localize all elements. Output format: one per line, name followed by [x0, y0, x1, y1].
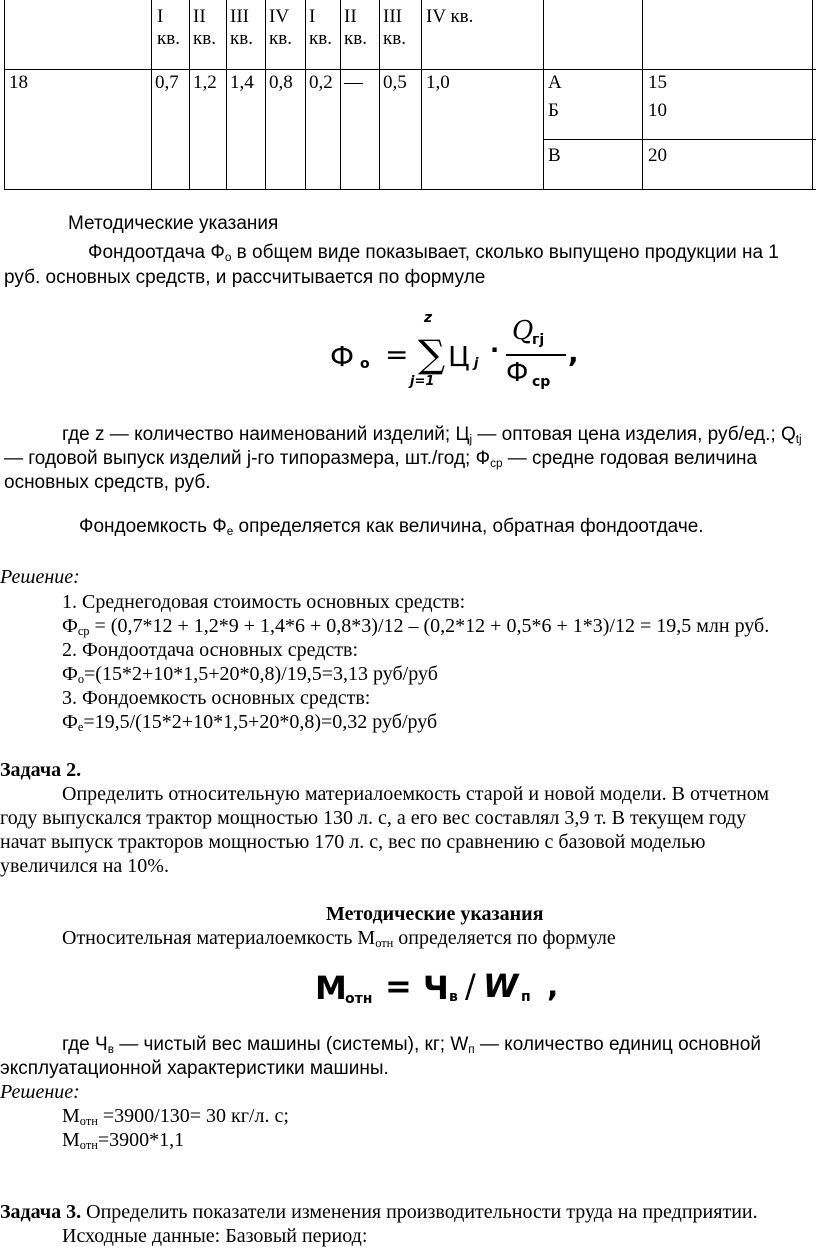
paragraph: увеличился на 10%.: [0, 855, 169, 877]
paragraph: где $Ч_в$ — чистый вес машины (системы), кг; $W_п$ — количество единиц основной: [62, 1034, 761, 1056]
table-cell: 0,5: [383, 72, 407, 93]
solution-label: Решение:: [0, 1081, 80, 1103]
quarter-header: I кв.: [309, 6, 332, 49]
guidelines-title: Методические указания: [326, 903, 544, 925]
quarter-header: II кв.: [193, 6, 216, 49]
quarter-header: IV кв.: [426, 6, 474, 27]
solution-calc: $Ф_{ср} = (0,7*12 + 1,2*9 + 1,4*6 + 0,8*3)/12 - (0,2*12 + 0,5*6 + 1*3)/12 = 19,5$ млн руб.: [62, 615, 770, 639]
paragraph: руб. основных средств, и рассчитывается по формуле: [4, 267, 486, 288]
quarter-header: I кв.: [157, 6, 180, 49]
paragraph: — годовой выпуск изделий j-го типоразмера, шт./год; $Ф_{ср}$ — средне годовая величина: [4, 448, 758, 470]
row-number: 18: [9, 72, 28, 93]
paragraph: начат выпуск тракторов мощностью 170 л. с, вес по сравнению с базовой моделью: [0, 831, 706, 853]
product-name: Б: [548, 100, 559, 121]
product-name: А: [548, 72, 562, 93]
product-value: 20: [648, 145, 667, 166]
product-value: 10: [648, 100, 667, 121]
quarter-header: III кв.: [230, 6, 253, 49]
table-cell: 0,8: [269, 72, 293, 93]
guidelines-title: Методические указания: [68, 213, 279, 234]
formula-capital-productivity: Ф о = ∑ z j=1 Ц j · Q гj Ф ср ,: [330, 310, 579, 390]
product-name: В: [548, 145, 561, 166]
quarter-header: III кв.: [383, 6, 406, 49]
paragraph: году выпускался трактор мощностью 130 л. с, а его вес составлял 3,9 т. В текущем году: [0, 807, 747, 829]
paragraph: основных средств, руб.: [4, 472, 211, 493]
quarter-header: II кв.: [344, 6, 367, 49]
solution-step: 2. Фондоотдача основных средств:: [62, 639, 359, 661]
product-value: 15: [648, 72, 667, 93]
task-title: Задача 2.: [0, 759, 82, 781]
solution-calc: $Ф_о=(15*2+10*1,5+20*0,8)/19,5=3,13$ руб/руб: [62, 663, 438, 687]
data-table: [0, 0, 816, 190]
solution-step: 1. Среднегодовая стоимость основных средств:: [62, 591, 466, 613]
table-cell: 1,2: [193, 72, 217, 93]
task-title: Задача 3.: [0, 1201, 82, 1223]
paragraph: Определить относительную материалоемкость старой и новой модели. В отчетном: [62, 783, 770, 805]
paragraph: где z — количество наименований изделий; $Ц_j$ — оптовая цена изделия, руб/ед.; $Q_{tj}$: [62, 424, 802, 446]
formula-material-intensity: М отн = Ч в / W п ,: [315, 967, 559, 1007]
solution-label: Решение:: [0, 566, 80, 588]
table-cell: 0,7: [155, 72, 179, 93]
table-cell: 1,4: [230, 72, 254, 93]
paragraph: Относительная материалоемкость $М_{отн}$ определяется по формуле: [62, 927, 616, 951]
solution-calc: $Ф_е=19,5/(15*2+10*1,5+20*0,8)=0,32$ руб/руб: [62, 711, 438, 735]
solution-calc: $М_{отн}=3900*1,1$: [62, 1129, 185, 1153]
paragraph: Фондоотдача $Ф_о$ в общем виде показывает, сколько выпущено продукции на 1: [88, 242, 779, 264]
quarter-header: IV кв.: [269, 6, 292, 49]
paragraph: Задача 3. Определить показатели изменения производительности труда на предприятии.: [0, 1201, 758, 1223]
solution-calc: $М_{отн} =3900/130= 30$ кг/л. с;: [62, 1105, 289, 1129]
paragraph: Фондоемкость $Ф_е$ определяется как величина, обратная фондоотдаче.: [79, 516, 704, 538]
paragraph: Исходные данные: Базовый период:: [62, 1225, 368, 1247]
table-cell: 1,0: [426, 72, 450, 93]
table-cell: 0,2: [309, 72, 333, 93]
table-cell: —: [344, 72, 363, 93]
paragraph: эксплуатационной характеристики машины.: [0, 1058, 389, 1079]
solution-step: 3. Фондоемкость основных средств:: [62, 687, 371, 709]
